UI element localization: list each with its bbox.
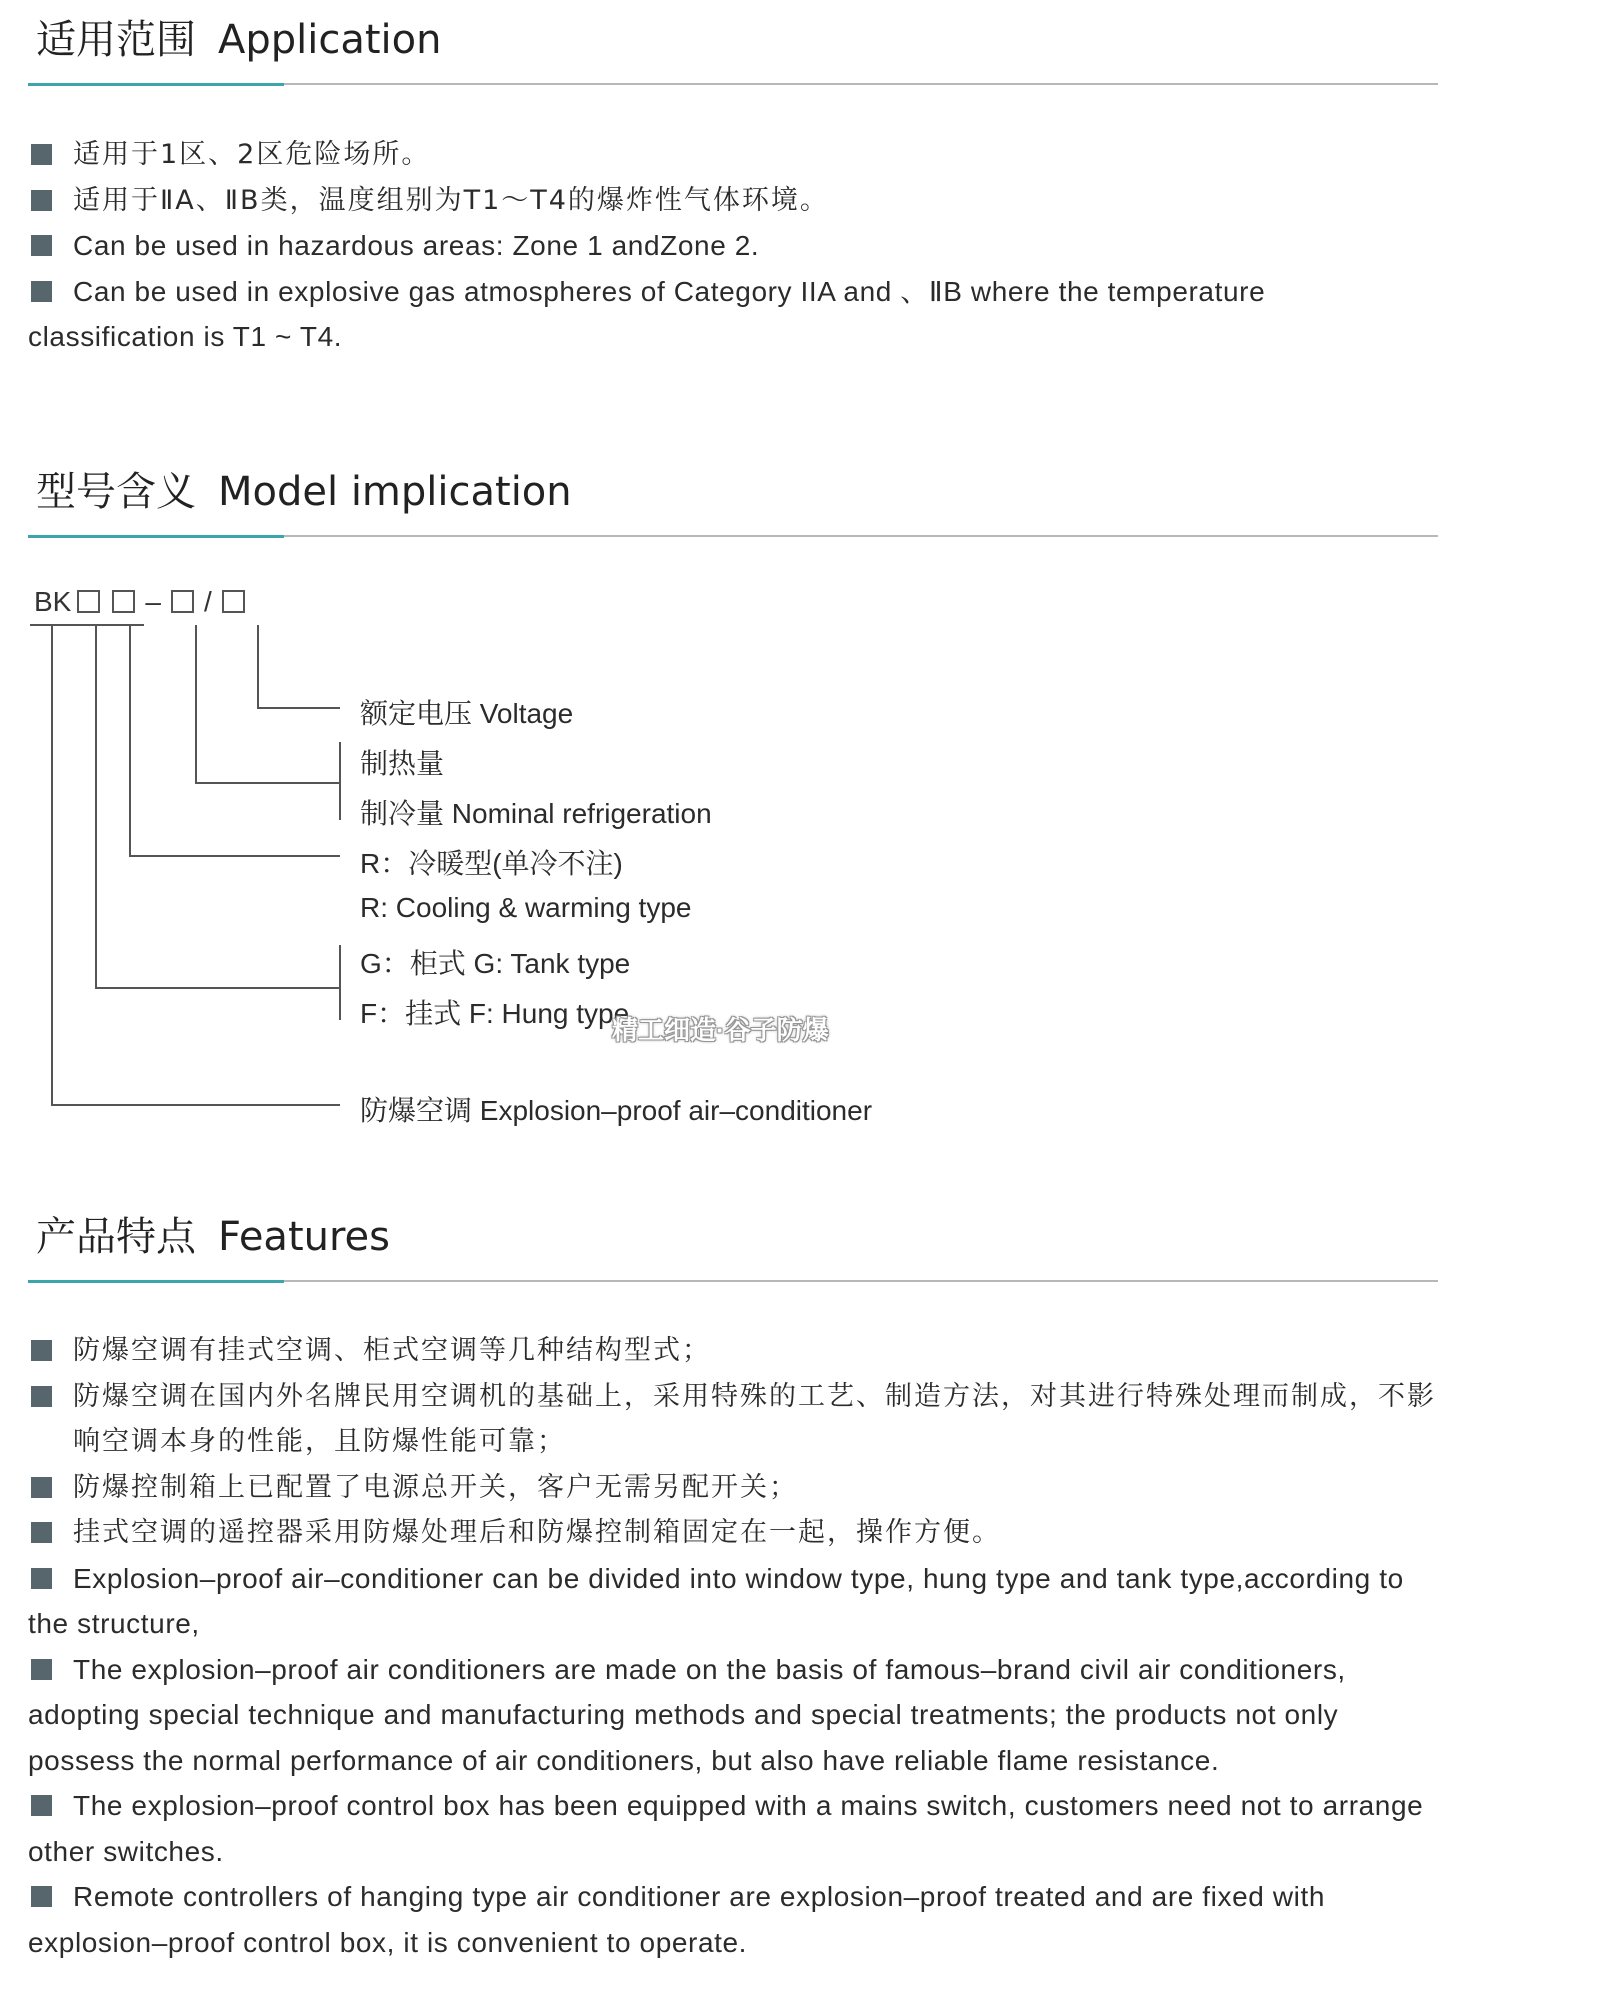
application-item-text: Can be used in hazardous areas: Zone 1 andZone 2. — [73, 230, 760, 261]
features-rule — [28, 1280, 1438, 1282]
label-voltage: 额定电压 Voltage — [360, 698, 574, 729]
bullet-square-icon — [31, 1477, 52, 1498]
features-title-en: Features — [218, 1214, 390, 1260]
code-box-icon — [77, 590, 100, 613]
feature-item-text: 防爆控制箱上已配置了电源总开关，客户无需另配开关； — [73, 1471, 798, 1503]
label-f: F：挂式 F: Hung type — [360, 998, 630, 1029]
model-code-prefix: BK — [34, 586, 72, 617]
application-item — [28, 178, 1438, 224]
model-code-dash: – — [145, 586, 161, 617]
feature-item-text: 挂式空调的遥控器采用防爆处理后和防爆控制箱固定在一起，操作方便。 — [73, 1517, 1001, 1548]
bullet-square-icon — [31, 1522, 52, 1543]
connector-r — [130, 625, 340, 856]
model-title-en: Model implication — [218, 469, 572, 515]
bullet-square-icon — [31, 1568, 52, 1589]
feature-item — [28, 1647, 1438, 1784]
application-rule-accent — [28, 83, 284, 86]
model-rule — [28, 535, 1438, 537]
feature-item-text: Remote controllers of hanging type air conditioner are explosion–proof treated and are fixed with explosion–proof control box, it is convenient to operate. — [28, 1881, 1326, 1958]
application-item — [28, 223, 1438, 269]
connector-voltage — [258, 625, 340, 708]
label-r-cn: R：冷暖型(单冷不注) — [360, 848, 623, 879]
application-list — [28, 132, 1438, 360]
model-title — [36, 460, 572, 517]
features-rule-accent — [28, 1280, 284, 1283]
connector-type — [96, 625, 340, 988]
label-heating: 制热量 — [360, 748, 445, 779]
model-title-cn: 型号含义 — [36, 469, 196, 515]
connector-product — [52, 625, 340, 1105]
model-code — [34, 586, 251, 618]
label-r-en: R: Cooling & warming type — [360, 892, 692, 923]
model-rule-accent — [28, 535, 284, 538]
feature-item — [28, 1328, 1438, 1374]
application-rule — [28, 83, 1438, 85]
feature-item-text: Explosion–proof air–conditioner can be divided into window type, hung type and tank type,according to the structure, — [28, 1562, 1404, 1639]
bullet-square-icon — [31, 190, 52, 211]
application-title-cn: 适用范围 — [36, 17, 196, 63]
bullet-square-icon — [31, 1340, 52, 1361]
application-item — [28, 269, 1438, 360]
bullet-square-icon — [31, 1659, 52, 1680]
feature-item — [28, 1510, 1438, 1556]
code-box-icon — [171, 590, 194, 613]
application-item — [28, 132, 1438, 178]
feature-item-text: 防爆空调有挂式空调、柜式空调等几种结构型式； — [73, 1335, 711, 1366]
feature-item — [28, 1465, 1438, 1511]
feature-item-text: 防爆空调在国内外名牌民用空调机的基础上，采用特殊的工艺、制造方法，对其进行特殊处理而制成，不影响空调本身的性能，且防爆性能可靠； — [73, 1380, 1436, 1457]
features-title-cn: 产品特点 — [36, 1214, 196, 1260]
features-list — [28, 1328, 1438, 1965]
feature-item — [28, 1556, 1438, 1647]
bullet-square-icon — [31, 281, 52, 302]
code-box-icon — [112, 590, 135, 613]
model-code-slash: / — [203, 586, 212, 617]
bullet-square-icon — [31, 1795, 52, 1816]
application-item-text: 适用于ⅡA、ⅡB类，温度组别为T1～T4的爆炸性气体环境。 — [73, 184, 829, 216]
feature-item — [28, 1874, 1438, 1965]
watermark-text: 精工细造·谷子防爆 — [612, 1015, 829, 1045]
bullet-square-icon — [31, 235, 52, 256]
label-product: 防爆空调 Explosion–proof air–conditioner — [360, 1095, 873, 1126]
feature-item — [28, 1783, 1438, 1874]
code-box-icon — [222, 590, 245, 613]
application-title — [36, 8, 442, 65]
bullet-square-icon — [31, 1386, 52, 1407]
feature-item-text: The explosion–proof control box has been equipped with a mains switch, customers need not to arrange other switches. — [28, 1790, 1424, 1867]
feature-item-text: The explosion–proof air conditioners are made on the basis of famous–brand civil air conditioners, adopting special technique and manufacturing methods and special treatments; the products not only possess the normal performance of air conditioners, but also have reliable flame resistance. — [28, 1653, 1346, 1776]
label-cooling: 制冷量 Nominal refrigeration — [360, 798, 712, 829]
application-item-text: 适用于1区、2区危险场所。 — [73, 139, 431, 170]
connector-capacity — [196, 625, 340, 783]
label-g: G：柜式 G: Tank type — [360, 948, 631, 979]
application-title-en: Application — [218, 17, 442, 63]
application-item-text: Can be used in explosive gas atmospheres of Category IIA and 、ⅡB where the temperature classification is T1 ~ T4. — [28, 275, 1266, 352]
bullet-square-icon — [31, 1886, 52, 1907]
bullet-square-icon — [31, 144, 52, 165]
features-title — [36, 1205, 390, 1262]
feature-item — [28, 1374, 1438, 1465]
